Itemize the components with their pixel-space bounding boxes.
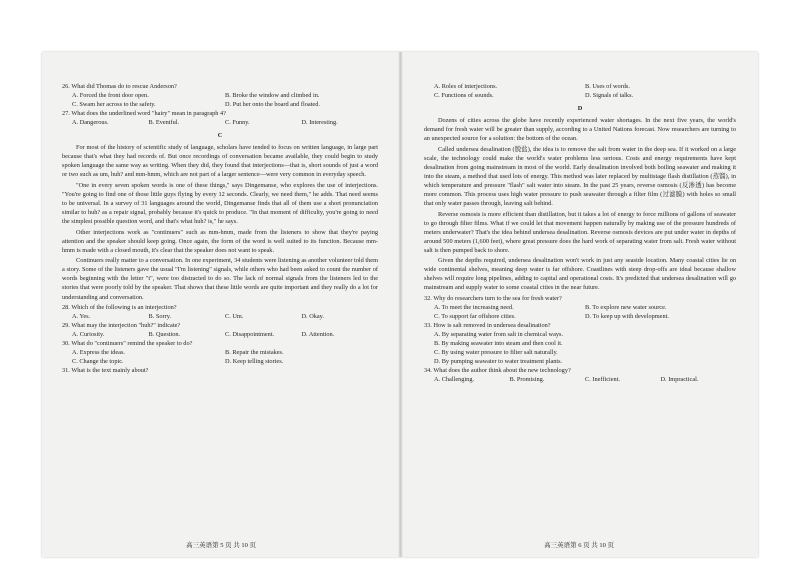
option: B. Sorry. [148, 313, 172, 321]
question-33-options [434, 330, 736, 366]
question-26-options [72, 91, 378, 109]
option: A. Challenging. [434, 376, 475, 384]
option: C. Um. [225, 313, 244, 321]
option: D. Put her onto the board and floated. [225, 101, 320, 109]
option: C. Functions of sounds. [434, 92, 494, 100]
question-31-stem: 31. What is the text mainly about? [62, 367, 149, 375]
option: C. Swam her across to the safety. [72, 101, 156, 109]
question-32-stem: 32. Why do researchers turn to the sea for fresh water? [424, 295, 562, 303]
passage-d-paragraph: Given the depths required, undersea desalination won't work in just any seaside location. Many coastal cities lie on wide continental shelves, meaning deep water is far offshore. Coastlines with steep drop-offs are ideal because shallow shelves will require long pipelines, adding to capital and operational costs. It's predicted that undersea desalination will go mainstream and supply water to some coastal cities in the near future. [424, 257, 736, 292]
question-29-options [72, 330, 378, 339]
passage-d-paragraph: Called undersea desalination (脱盐), the idea is to remove the salt from water in the deep sea. If it worked on a large scale, the technology could make the world's water problems less serious. Costs and energy requirements have kept desalination from going mainstream in most of the world. Early desalination involved both boiling seawater and making it into the steam, a method that used lots of energy. This method was later replaced by multistage flash distillation (蒸馏), in which temperature and pressure "flash" salt water into steam. In the past 25 years, reverse osmosis (反渗透) has become more common. This process uses high water pressure to push seawater through a filter film (过滤膜) with holes so small that only water passes through, leaving salt behind. [424, 145, 736, 208]
option: D. To keep up with development. [585, 313, 669, 321]
section-c-heading: C [217, 132, 223, 140]
question-32-options [434, 303, 736, 321]
question-30-options [72, 348, 378, 366]
question-27-options [72, 118, 378, 127]
option: A. Express the ideas. [72, 349, 125, 357]
option: C. To support far offshore cities. [434, 313, 516, 321]
option: D. By pumping seawater to water treatment plants. [434, 358, 563, 366]
exam-sheet [42, 52, 758, 557]
option: A. Forced the front door open. [72, 92, 149, 100]
option: C. Disappointment. [225, 331, 275, 339]
option: B. Eventful. [148, 119, 180, 127]
option: D. Interesting. [301, 119, 338, 127]
option: C. By using water pressure to filter salt naturally. [434, 349, 558, 357]
question-30-stem: 30. What do "continuers" remind the speaker to do? [62, 340, 193, 348]
option: D. Attention. [301, 331, 335, 339]
option: D. Signals of talks. [585, 92, 634, 100]
option: B. To explore new water source. [585, 304, 667, 312]
passage-c-paragraph: "One in every seven spoken words is one of these things," says Dingemanse, who explores the use of interjections. "You're going to find one of those little guys flying by every 12 seconds. Clearly, we need them," he adds. That need seems to be universal. In a survey of 31 languages around the world, Dingemanse finds that all of them use a short pronunciation similar to huh? as a repair signal, probably because it's quick to produce. "In that moment of difficulty, you're going to need the simplest possible question word, and that's what huh? is," he says. [62, 181, 378, 226]
option: B. Uses of words. [585, 83, 630, 90]
option: B. Promising. [509, 376, 545, 384]
option: B. Question. [148, 331, 181, 339]
option: C. Inefficient. [585, 376, 621, 384]
question-31-options [434, 82, 736, 100]
page-footer: 高三英语第 6 页 共 10 页 [544, 542, 614, 549]
question-29-stem: 29. What may the interjection "huh?" indicate? [62, 322, 181, 330]
question-26-stem: 26. What did Thomas do to rescue Anderson? [62, 83, 177, 90]
option: A. Roles of interjections. [434, 83, 498, 90]
option: A. Curiosity. [72, 331, 105, 339]
question-33-stem: 33. How is salt removed in undersea desalination? [424, 322, 551, 330]
option: D. Keep telling stories. [225, 358, 284, 366]
page-footer: 高三英语第 5 页 共 10 页 [186, 542, 256, 549]
right-page-content [424, 82, 736, 385]
option: B. Repair the mistakes. [225, 349, 284, 357]
option: A. To meet the increasing need. [434, 304, 514, 312]
option: C. Change the topic. [72, 358, 124, 366]
passage-c-paragraph: Other interjections work as "continuers" such as mm-hmm, made from the listeners to show that they're paying attention and the speaker should keep going. Once again, the form of the word is well suited to its function. Because mm-hmm is made with a closed mouth, it's clear that the speaker does not want to speak. [62, 228, 378, 254]
passage-c-paragraph: Continuers really matter to a conversation. In one experiment, 34 students were listening as another volunteer told them a story. Some of the listeners gave the usual "I'm listening" signals, while others who had been asked to count the number of words beginning with the letter "t", were too distracted to do so. The lack of normal signals from the listeners led to the stories that were poorly told by the speaker. That shows that these little words are quite important and they really do a lot for understanding and conversation. [62, 257, 378, 301]
passage-d-paragraph: Reverse osmosis is more efficient than distillation, but it takes a lot of energy to force millions of gallons of seawater to go through filter films. What if we could let that movement happen naturally by making use of the pressure hundreds of meters underwater? That's the idea behind undersea desalination. Reverse osmosis devices are put under water in depths of around 500 meters (1,600 feet), where great pressure does the hard work of separating water from salt. Fresh water without salt is then pumped back to shore. [424, 210, 736, 254]
question-27-stem: 27. What does the underlined word "hairy" mean in paragraph 4? [62, 110, 226, 118]
option: C. Funny. [225, 119, 250, 127]
option: A. By separating water from salt in chemical ways. [434, 331, 564, 339]
option: A. Dangerous. [72, 119, 109, 127]
passage-c-paragraph: For most of the history of scientific study of language, scholars have tended to focus on written language, in large part because that's what they had records of. But once recordings of conversation became available, they could begin to study spoken language the same way as writing. When they did, they found that interjections—that is, short sounds of just a word or two such as um, huh? and mm-hmm, which are not part of a larger sentence—were very common in everyday speech. [62, 144, 378, 179]
question-28-stem: 28. Which of the following is an interjection? [62, 304, 177, 312]
question-34-stem: 34. What does the author think about the new technology? [424, 367, 571, 375]
option: A. Yes. [72, 313, 91, 321]
exam-page-6 [400, 52, 758, 557]
option: D. Okay. [301, 313, 325, 321]
exam-page-5 [42, 52, 400, 557]
question-34-options [434, 375, 736, 384]
section-d-heading: D [577, 105, 583, 113]
left-page-content [62, 82, 378, 375]
option: D. Impractical. [660, 376, 699, 384]
passage-d-paragraph: Dozens of cities across the globe have recently experienced water shortages. In the next five years, the world's demand for fresh water will be greater than supply, according to a United Nations forecast. Now researchers are turning to an unexpected source for a solution: the bottom of the ocean. [424, 117, 736, 143]
question-28-options [72, 312, 378, 321]
option: B. By making seawater into steam and then cool it. [434, 340, 563, 348]
option: B. Broke the window and climbed in. [225, 92, 320, 100]
